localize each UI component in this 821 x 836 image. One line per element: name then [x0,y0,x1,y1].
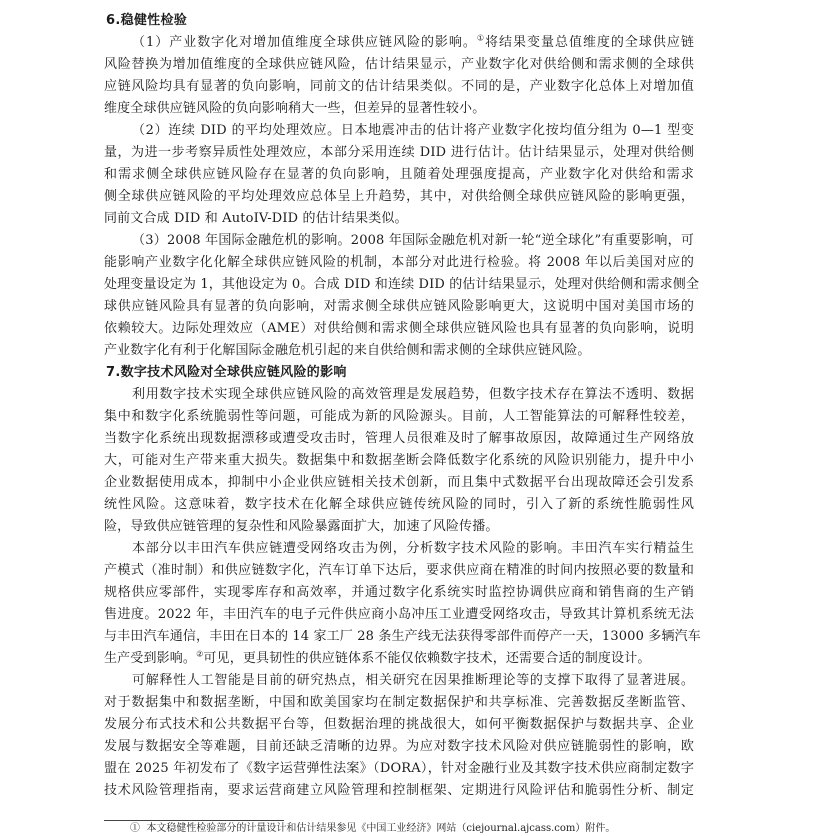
section-7-paragraph-2 [104,538,701,670]
text-line: 技术风险管理指南，要求运营商建立风险管理和控制框架、定期进行风险评估和脆弱性分析、制定 [104,783,694,798]
text-line: 大，可能对生产带来重大损失。数据集中和数据垄断会降低数字化系统的风险识别能力，提升中小 [104,453,694,468]
footnote-ref-2[interactable]: ② [196,649,204,659]
text-line: 应链风险均具有显著的负向影响，同前文的估计结果类似。不同的是，产业数字化总体上对增加值 [104,79,694,94]
text-line: 险，导致供应链管理的复杂性和风险暴露面扩大，加速了风险传播。 [104,519,499,534]
text-line: 球供应链风险具有显著的负向影响，对需求侧全球供应链风险影响更大，这说明中国对美国市场的 [104,299,694,314]
text-line: 发展分布式技术和公共数据平台等，但数据治理的挑战很大，如何平衡数据保护与数据共享、企业 [104,717,694,732]
text-line: 产业数字化有利于化解国际金融危机引起的来自供给侧和需求侧的全球供应链风险。 [104,343,591,358]
article-body [104,10,701,802]
text-line: 本部分以丰田汽车供应链遭受网络攻击为例，分析数字技术风险的影响。丰田汽车实行精益生 [132,541,694,556]
text-line: 和需求侧全球供应链风险存在显著的负向影响，且随着处理强度提高，产业数字化对供给和需求 [104,167,694,182]
text-line: 量，为进一步考察异质性处理效应，本部分采用连续 DID 进行估计。估计结果显示，处理对供给侧 [104,145,694,160]
text-line: （1）产业数字化对增加值维度全球供应链风险的影响。①将结果变量总值维度的全球供应链 [132,33,694,50]
text-line: 盟在 2025 年初发布了《数字运营弹性法案》（DORA），针对金融行业及其数字技术供应商制定数字 [104,761,694,776]
section-6-heading: 6.稳健性检验 [106,13,188,28]
text-line: 当数字化系统出现数据漂移或遭受攻击时，管理人员很难及时了解事故原因，故障通过生产网络放 [104,431,694,446]
footnote-ref-1[interactable]: ① [476,33,486,43]
text-line: 依赖较大。边际处理效应（AME）对供给侧和需求侧全球供应链风险也具有显著的负向影响，说明 [104,321,694,336]
text-line: 维度全球供应链风险的负向影响稍大一些，但差异的显著性较小。 [104,101,486,116]
text-line: （3）2008 年国际金融危机的影响。2008 年国际金融危机对新一轮“逆全球化”有重要影响，可 [132,233,694,248]
text-line: 规格供应零部件，实现零库存和高效率，并通过数字化系统实时监控协调供应商和销售商的生产销 [104,585,694,600]
text-line: 集中和数字化系统脆弱性等问题，可能成为新的风险源头。目前，人工智能算法的可解释性较差， [104,409,694,424]
footnote-text: 本文稳健性检验部分的计量设计和估计结果参见《中国工业经济》网站（ciejournal.ajcass.com）附件。 [146,823,616,834]
text-line: 产模式（准时制）和供应链数字化，汽车订单下达后，要求供应商在精准的时间内按照必要的数量和 [104,563,694,578]
text-line: 同前文合成 DID 和 AutoIV-DID 的估计结果类似。 [104,211,408,226]
section-6-paragraph-1 [104,32,694,120]
text-line: 企业数据使用成本，抑制中小企业供应链相关技术创新，而且集中式数据平台出现故障还会引发系 [104,475,694,490]
text-line: 可解释性人工智能是目前的研究热点，相关研究在因果推断理论等的支撑下取得了显著进展。 [132,673,694,688]
section-7-paragraph-1 [104,384,694,538]
text-line: 利用数字技术实现全球供应链风险的高效管理是发展趋势，但数字技术存在算法不透明、数据 [132,387,694,402]
text-line: 统性风险。这意味着，数字技术在化解全球供应链传统风险的同时，引入了新的系统性脆弱性风 [104,497,694,512]
text-line: 对于数据集中和数据垄断，中国和欧美国家均在制定数据保护和共享标准、完善数据反垄断监管、 [104,695,694,710]
section-6-paragraph-2 [104,120,694,230]
text-line: 能影响产业数字化化解全球供应链风险的机制，本部分对此进行检验。将 2008 年以后美国对应的 [104,255,694,270]
text-line: 处理变量设定为 1，其他设定为 0。合成 DID 和连续 DID 的估计结果显示，处理对供给侧和需求侧全 [104,277,700,292]
footnote-divider [104,820,284,821]
text-line: 风险替换为增加值维度的全球供应链风险，估计结果显示，产业数字化对供给侧和需求侧的全球供 [104,57,694,72]
text-line: 售进度。2022 年，丰田汽车的电子元件供应商小岛冲压工业遭受网络攻击，导致其计算机系统无法 [104,607,694,622]
footnote-marker: ① [130,823,140,834]
text-line: 发展与数据安全等难题，目前还缺乏清晰的边界。为应对数字技术风险对供应链脆弱性的影响，欧 [104,739,694,754]
text-line: 生产受到影响。②可见，更具韧性的供应链体系不能仅依赖数字技术，还需要合适的制度设计。 [104,649,651,666]
section-6-paragraph-3 [104,230,700,362]
footnote [130,822,615,836]
text-line: 与丰田汽车通信，丰田在日本的 14 家工厂 28 条生产线无法获得零部件而停产一天，13000 多辆汽车 [104,629,701,644]
text-line: （2）连续 DID 的平均处理效应。日本地震冲击的估计将产业数字化按均值分组为 0—1 型变 [132,123,694,138]
section-7-paragraph-3 [104,670,694,802]
section-7-heading: 7.数字技术风险对全球供应链风险的影响 [106,365,347,380]
text-line: 侧全球供应链风险的平均处理效应总体呈上升趋势，其中，对供给侧全球供应链风险的影响更强， [104,189,694,204]
